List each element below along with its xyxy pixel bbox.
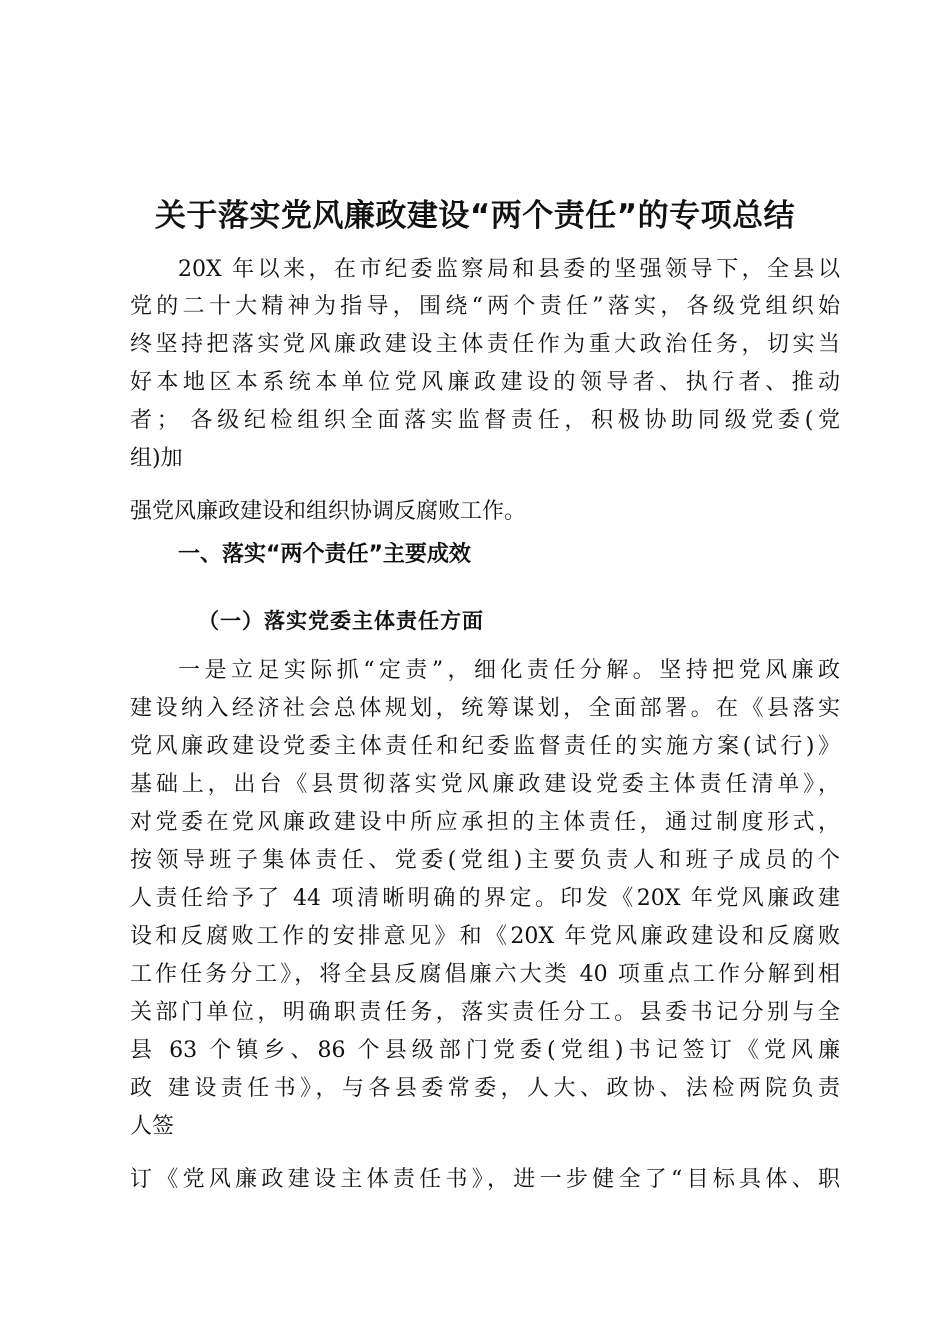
intro-line: 强党风廉政建设和组织协调反腐败工作。: [130, 499, 527, 524]
intro-line: 者； 各级纪检组织全面落实监督责任，积极协助同级党委(党: [130, 408, 840, 433]
body-line: 订《党风廉政建设主体责任书》，进一步健全了“目标具体、职: [130, 1167, 840, 1192]
document-title: 关于落实党风廉政建设“两个责任”的专项总结: [154, 198, 796, 234]
body-line: 一是立足实际抓“定责”，细化责任分解。坚持把党风廉政: [178, 658, 840, 683]
body-line: 设和反腐败工作的安排意见》和《20X 年党风廉政建设和反腐败: [130, 924, 840, 949]
intro-line: 终坚持把落实党风廉政建设主体责任作为重大政治任务，切实当: [130, 332, 840, 357]
body-line: 党风廉政建设党委主体责任和纪委监督责任的实施方案(试行)》: [130, 734, 840, 759]
body-line: 县 63 个镇乡、86 个县级部门党委(党组)书记签订《党风廉: [130, 1038, 840, 1063]
intro-line: 好本地区本系统本单位党风廉政建设的领导者、执行者、推动: [130, 370, 840, 395]
intro-line: 党的二十大精神为指导，围绕“两个责任”落实，各级党组织始: [130, 294, 840, 319]
body-line: 基础上，出台《县贯彻落实党风廉政建设党委主体责任清单》，: [130, 772, 840, 797]
body-line: 建设纳入经济社会总体规划，统筹谋划，全面部署。在《县落实: [130, 696, 840, 721]
body-line: 关部门单位，明确职责任务，落实责任分工。县委书记分别与全: [130, 1000, 840, 1025]
intro-line: 20X 年以来，在市纪委监察局和县委的坚强领导下，全县以: [178, 257, 840, 282]
body-line: 人责任给予了 44 项清晰明确的界定。印发《20X 年党风廉政建: [130, 886, 840, 911]
body-line: 对党委在党风廉政建设中所应承担的主体责任，通过制度形式，: [130, 810, 840, 835]
section-heading: 一、落实“两个责任”主要成效: [178, 542, 471, 567]
subsection-heading: （一）落实党委主体责任方面: [198, 608, 484, 633]
body-line: 政 建设责任书》，与各县委常委，人大、政协、法检两院负责: [130, 1076, 840, 1101]
body-line: 工作任务分工》，将全县反腐倡廉六大类 40 项重点工作分解到相: [130, 962, 840, 987]
body-line: 人签: [130, 1114, 175, 1139]
intro-line: 组)加: [130, 446, 183, 471]
body-line: 按领导班子集体责任、党委(党组)主要负责人和班子成员的个: [130, 848, 840, 873]
